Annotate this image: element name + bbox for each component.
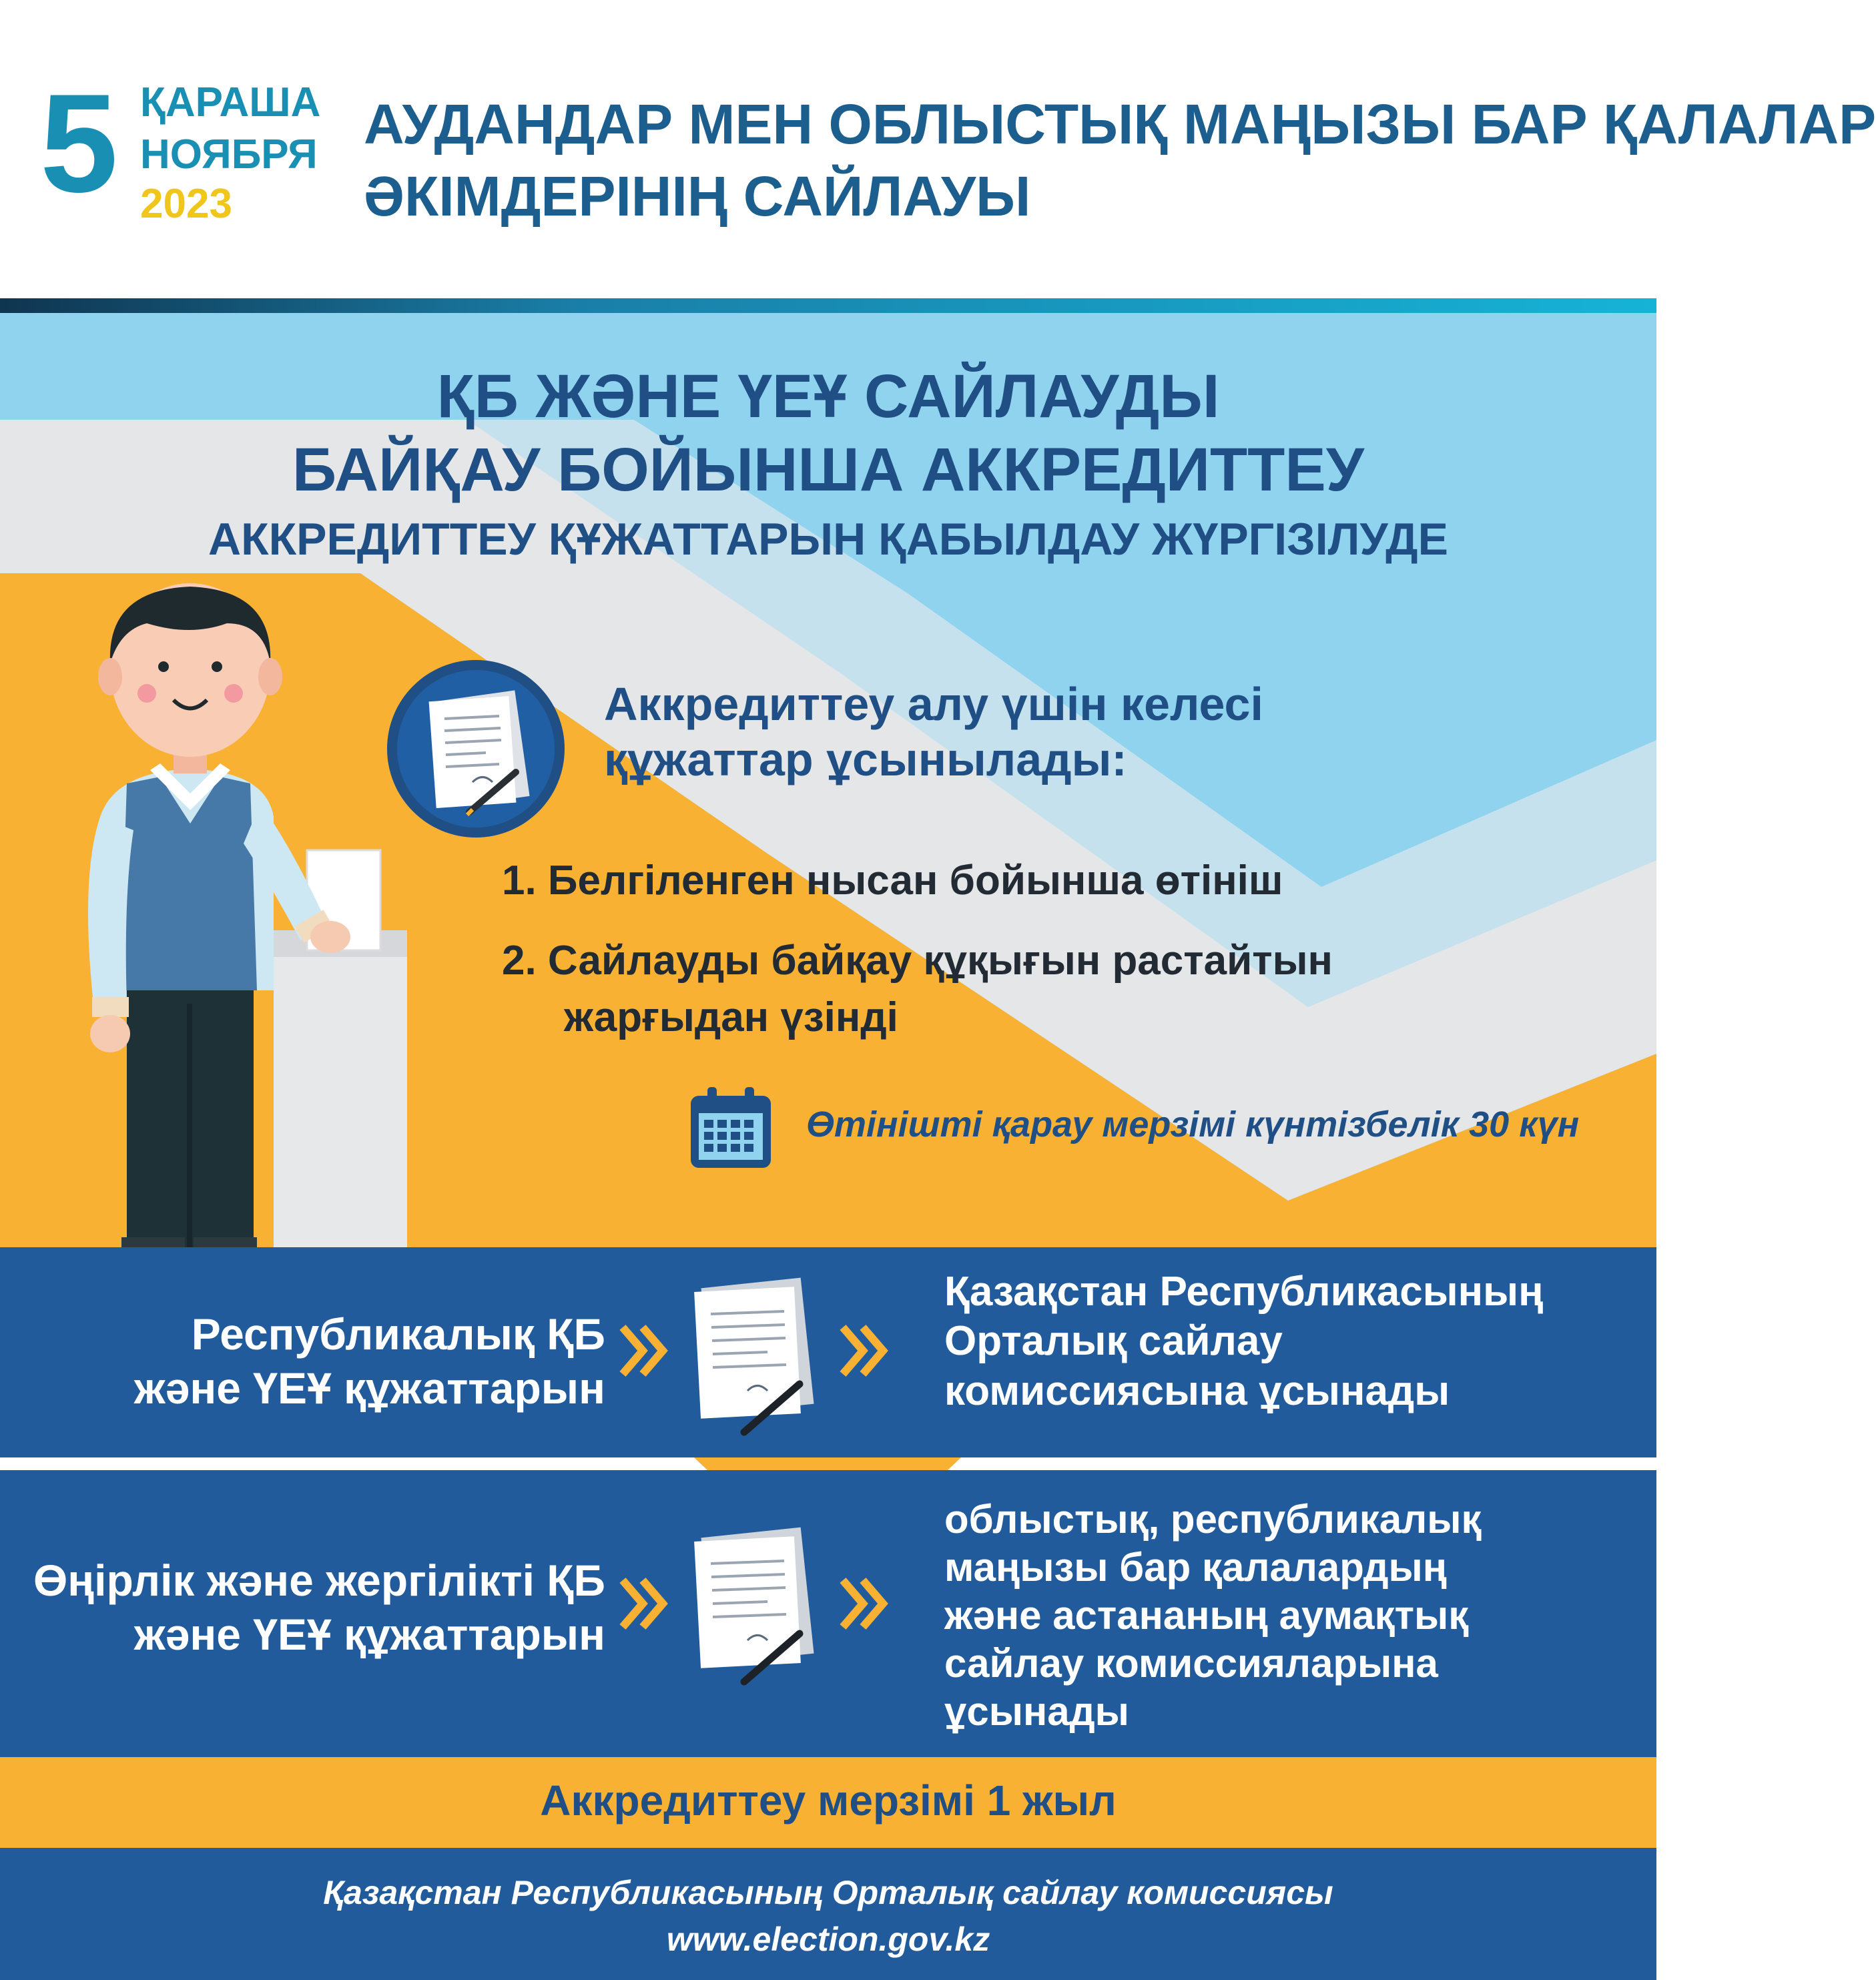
regional-recipient-line2: маңызы бар қалалардың [944, 1545, 1448, 1590]
regional-subject-line2: және ҮЕҰ құжаттарын [133, 1609, 605, 1659]
footer-separator [0, 1839, 1656, 1848]
accreditation-period-strip [0, 1757, 1656, 1839]
regional-band [0, 1470, 1656, 1757]
document-stack-icon [681, 1277, 814, 1437]
page-title-line2: ӘКІМДЕРІНІҢ САЙЛАУЫ [364, 165, 1031, 228]
month-russian: НОЯБРЯ [140, 131, 318, 178]
document-stack-icon [681, 1527, 814, 1687]
review-deadline: Өтінішті қарау мерзімі күнтізбелік 30 күн [806, 1104, 1580, 1144]
republican-recipient-line2: Орталық сайлау [944, 1318, 1283, 1365]
regional-recipient-line5: ұсынады [944, 1689, 1129, 1734]
chevron-right-icon [617, 1317, 671, 1384]
regional-subject-line1: Өңірлік және жергілікті ҚБ [33, 1556, 605, 1605]
doc-list-item-2: 2. Сайлауды байқау құқығын растайтын [502, 938, 1333, 984]
intro-line1: Аккредиттеу алу үшін келесі [604, 678, 1263, 730]
republican-recipient-line3: комиссиясына ұсынады [944, 1367, 1450, 1414]
regional-recipient-line4: сайлау комиссияларына [944, 1641, 1438, 1686]
page-title-line1: АУДАНДАР МЕН ОБЛЫСТЫҚ МАҢЫЗЫ БАР ҚАЛАЛАР [364, 93, 1876, 155]
republican-band [0, 1247, 1656, 1457]
republican-recipient-line1: Қазақстан Республикасының [944, 1269, 1544, 1315]
doc-list-item-2-cont: жарғыдан үзінді [564, 994, 898, 1040]
band-notch [694, 1457, 961, 1470]
republican-subject-line2: және ҮЕҰ құжаттарын [133, 1363, 605, 1413]
accreditation-period: Аккредиттеу мерзімі 1 жыл [540, 1776, 1117, 1825]
footer-website-link[interactable]: www.election.gov.kz [666, 1921, 990, 1958]
republican-subject [134, 1307, 605, 1415]
regional-recipient-line3: және астананың аумақтық [944, 1593, 1469, 1638]
footer-organization: Қазақстан Республикасының Орталық сайлау комиссиясы [323, 1874, 1333, 1911]
main-subheading: АККРЕДИТТЕУ ҚҰЖАТТАРЫН ҚАБЫЛДАУ ЖҮРГІЗІЛУДЕ [208, 514, 1448, 565]
regional-recipient [944, 1496, 1482, 1736]
month-kazakh: ҚАРАША [140, 79, 321, 125]
election-day: 5 [40, 65, 118, 222]
republican-subject-line1: Республикалық ҚБ [191, 1309, 605, 1359]
chevron-right-icon [838, 1570, 891, 1637]
header-divider [0, 298, 1656, 313]
calendar-icon [687, 1084, 774, 1171]
republican-recipient [944, 1267, 1544, 1416]
intro-text [604, 677, 1538, 787]
doc-list-item-1: 1. Белгіленген нысан бойынша өтініш [502, 858, 1283, 904]
chevron-right-icon [617, 1570, 671, 1637]
election-year: 2023 [140, 181, 232, 227]
main-heading [0, 360, 1656, 507]
header [0, 0, 1876, 298]
main-heading-line1: ҚБ ЖӘНЕ ҮЕҰ САЙЛАУДЫ [436, 362, 1220, 430]
main-heading-line2: БАЙҚАУ БОЙЫНША АККРЕДИТТЕУ [292, 436, 1364, 505]
regional-recipient-line1: облыстық, республикалық [944, 1497, 1482, 1542]
regional-subject [33, 1554, 605, 1661]
chevron-right-icon [838, 1317, 891, 1384]
main-section [0, 313, 1656, 1247]
document-circle-icon [386, 659, 566, 839]
voter-illustration [73, 577, 420, 1251]
intro-line2: құжаттар ұсынылады: [604, 733, 1127, 785]
footer [0, 1848, 1656, 1980]
